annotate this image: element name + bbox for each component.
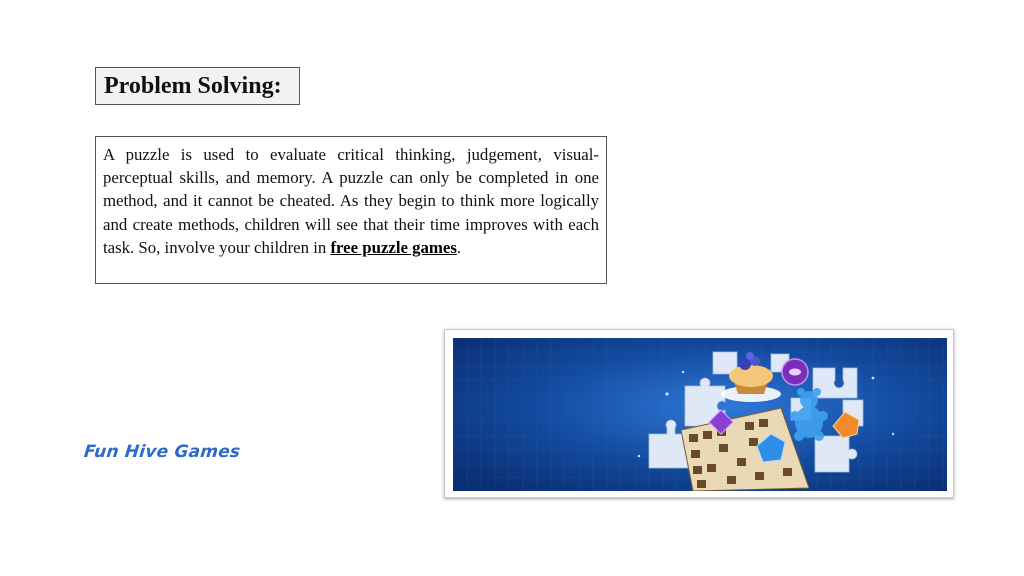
- game-illustration-frame: [444, 329, 954, 498]
- game-illustration: [453, 338, 947, 491]
- free-puzzle-games-link[interactable]: free puzzle games: [330, 237, 457, 257]
- brand-logo-text: Fun Hive Games: [82, 442, 242, 462]
- section-heading-text: Problem Solving:: [104, 72, 282, 99]
- description-box: [95, 136, 607, 284]
- description-end: .: [456, 237, 462, 257]
- section-heading: [95, 67, 300, 105]
- description-text: A puzzle is used to evaluate critical thinking, judgement, visual-perceptual skills, and memory. A puzzle can only be completed in one method, and it cannot be cheated. As they begin to think more logically and create methods, children will see that their time improves with each task. So, involve your children in: [103, 145, 599, 257]
- brand-logo: [83, 442, 241, 462]
